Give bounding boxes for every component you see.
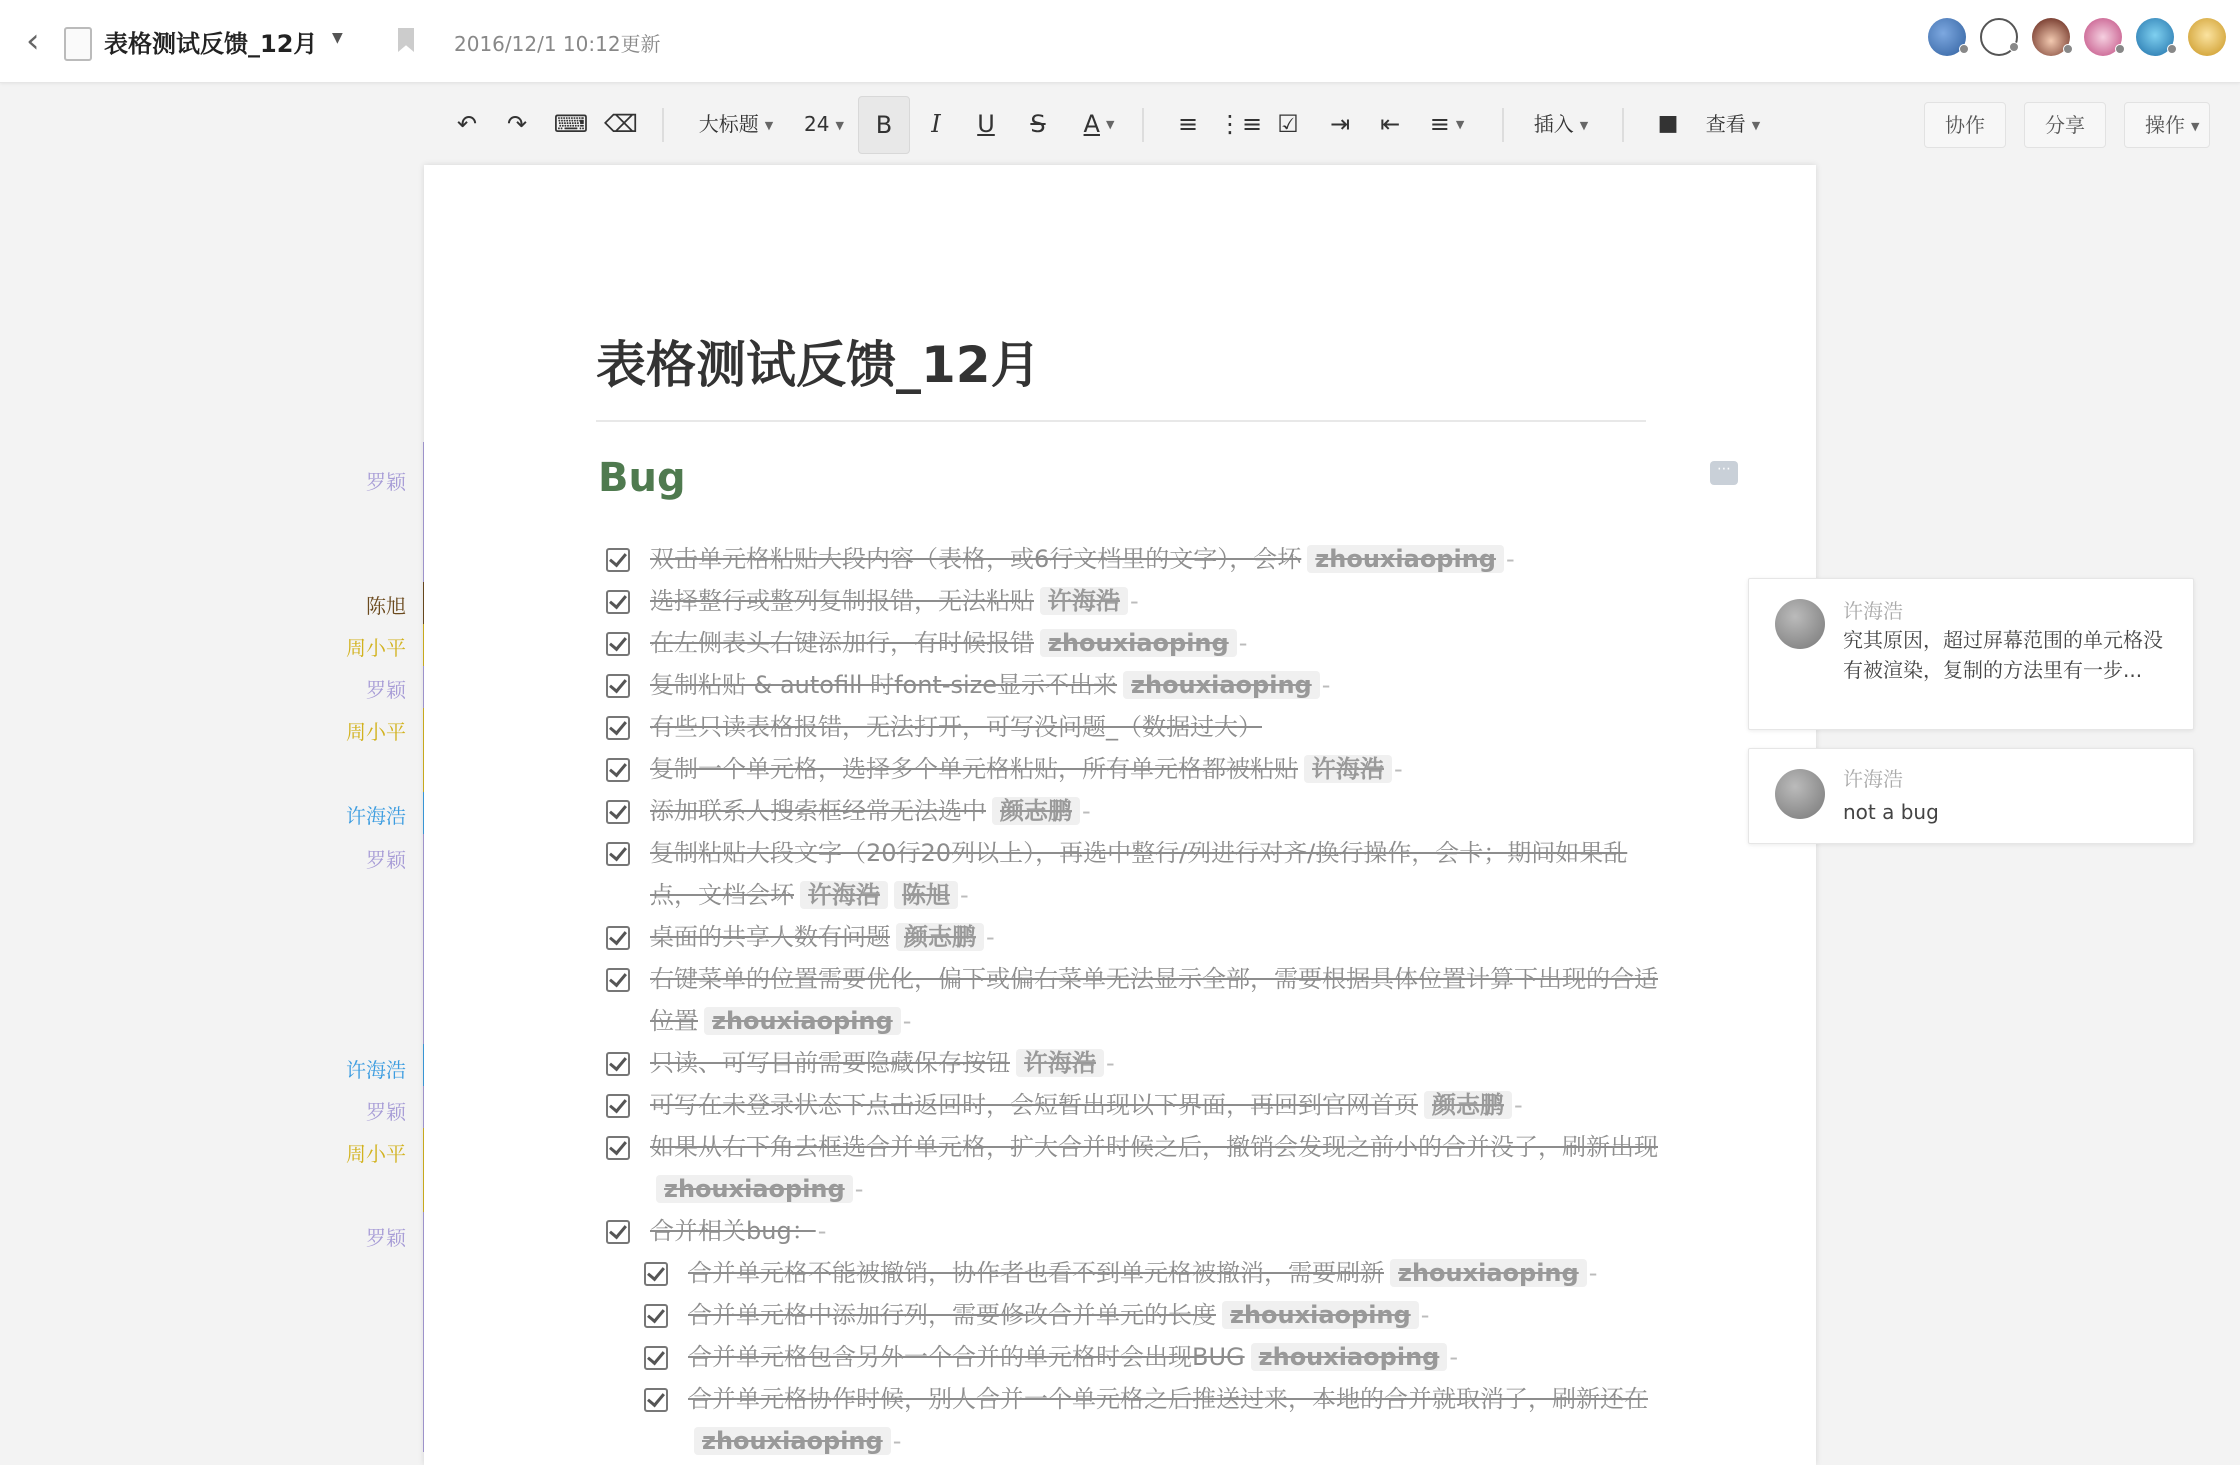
mention-tag[interactable]: zhouxiaoping xyxy=(1123,671,1320,699)
title-dropdown-icon[interactable]: ▼ xyxy=(332,30,343,46)
ordered-list-icon[interactable]: ≡ xyxy=(1177,110,1199,138)
subtask-item[interactable] xyxy=(636,1336,1658,1378)
author-label: 陈旭 xyxy=(366,594,406,618)
author-label: 罗颖 xyxy=(366,470,406,494)
collaborate-button[interactable]: 协作 xyxy=(1924,102,2006,148)
task-text: 合并单元格协作时候，别人合并一个单元格之后推送过来，本地的合并就取消了，刷新还在 xyxy=(688,1385,1648,1413)
trailing-dash: - xyxy=(817,1217,827,1245)
mention-tag[interactable]: 许海浩 xyxy=(800,881,888,909)
operate-menu[interactable] xyxy=(2124,102,2210,148)
comment-text: 究其原因，超过屏幕范围的单元格没有被渲染，复制的方法里有一步... xyxy=(1843,628,2163,682)
bullet-list-icon[interactable]: ⋮≡ xyxy=(1218,110,1263,138)
chevron-down-icon: ▼ xyxy=(1105,118,1115,131)
mention-tag[interactable]: 颜志鹏 xyxy=(1424,1091,1512,1119)
trailing-dash: - xyxy=(854,1175,864,1203)
subtask-item[interactable] xyxy=(636,1252,1658,1294)
insert-menu[interactable] xyxy=(1526,96,1596,152)
checkbox-checked-icon[interactable] xyxy=(606,1094,630,1118)
mention-tag[interactable]: 许海浩 xyxy=(1040,587,1128,615)
trailing-dash: - xyxy=(1130,587,1139,615)
editor-toolbar xyxy=(0,96,2240,156)
avatar[interactable] xyxy=(2084,18,2122,56)
trailing-dash: - xyxy=(892,1427,902,1455)
trailing-dash: - xyxy=(1106,1049,1115,1077)
task-item[interactable] xyxy=(598,1042,1658,1084)
bookmark-icon[interactable] xyxy=(398,28,414,52)
view-menu[interactable] xyxy=(1698,96,1768,152)
chevron-down-icon: ▼ xyxy=(764,118,774,132)
author-label: 罗颖 xyxy=(366,678,406,702)
checkbox-checked-icon[interactable] xyxy=(606,590,630,614)
avatar xyxy=(1775,599,1825,649)
font-color-label: A xyxy=(1083,110,1100,138)
mention-tag[interactable]: zhouxiaoping xyxy=(704,1007,901,1035)
checkbox-checked-icon[interactable] xyxy=(606,674,630,698)
back-arrow-icon[interactable]: ‹ xyxy=(26,21,40,61)
undo-icon[interactable]: ↶ xyxy=(456,110,478,138)
section-heading[interactable]: Bug xyxy=(598,455,686,501)
trailing-dash: - xyxy=(1588,1259,1598,1287)
italic-button[interactable] xyxy=(916,96,956,152)
chevron-down-icon: ▼ xyxy=(1751,118,1761,132)
checkbox-checked-icon[interactable] xyxy=(606,716,630,740)
mention-tag[interactable]: zhouxiaoping xyxy=(656,1175,853,1203)
view-label: 查看 xyxy=(1705,112,1746,136)
task-item[interactable] xyxy=(598,1126,1658,1210)
checkbox-checked-icon[interactable] xyxy=(644,1262,668,1286)
task-text: 可写在未登录状态下点击返回时，会短暂出现以下界面，再回到官网首页 xyxy=(650,1091,1418,1119)
comment-author: 许海浩 xyxy=(1843,599,1903,623)
checkbox-checked-icon[interactable] xyxy=(606,758,630,782)
mention-tag[interactable]: zhouxiaoping xyxy=(1251,1343,1448,1371)
task-text: 双击单元格粘贴大段内容（表格，或6行文档里的文字），会坏 xyxy=(650,545,1302,573)
toolbar-divider xyxy=(662,108,664,142)
author-label: 周小平 xyxy=(346,720,406,744)
redo-icon[interactable]: ↷ xyxy=(506,110,528,138)
task-text: 桌面的共享人数有问题 xyxy=(650,923,890,951)
task-item[interactable] xyxy=(598,1084,1658,1126)
task-item[interactable] xyxy=(598,664,1658,706)
toolbar-divider xyxy=(1502,108,1504,142)
subtask-item[interactable] xyxy=(636,1378,1658,1462)
comment-marker-icon[interactable]: ⋯ xyxy=(1710,461,1738,485)
chevron-down-icon: ▼ xyxy=(1455,118,1465,131)
font-size-select[interactable] xyxy=(796,96,852,152)
task-item[interactable] xyxy=(598,706,1658,748)
task-item[interactable] xyxy=(598,790,1658,832)
mention-tag[interactable]: zhouxiaoping xyxy=(1390,1259,1587,1287)
checkbox-checked-icon[interactable] xyxy=(606,800,630,824)
task-text: 复制粘贴 & autofill 时font-size显示不出来 xyxy=(650,671,1118,699)
clear-format-icon[interactable]: ⌫ xyxy=(604,110,638,138)
checkbox-checked-icon[interactable] xyxy=(644,1346,668,1370)
trailing-dash: - xyxy=(1394,755,1403,783)
task-item[interactable] xyxy=(598,1210,1658,1252)
document-file-icon xyxy=(64,27,92,61)
checkbox-checked-icon[interactable] xyxy=(606,842,630,866)
comment-icon[interactable]: ■ xyxy=(1657,111,1679,136)
trailing-dash: - xyxy=(902,1007,912,1035)
checkbox-checked-icon[interactable] xyxy=(606,968,630,992)
share-button[interactable]: 分享 xyxy=(2024,102,2106,148)
trailing-dash: - xyxy=(986,923,995,951)
task-item[interactable] xyxy=(598,832,1658,916)
comment-author: 许海浩 xyxy=(1843,767,1903,791)
align-select[interactable]: ≡ ▼ xyxy=(1429,110,1465,138)
trailing-dash: - xyxy=(1505,545,1515,573)
trailing-dash: - xyxy=(1082,797,1091,825)
task-text: 合并单元格不能被撤销，协作者也看不到单元格被撤消，需要刷新 xyxy=(688,1259,1384,1287)
chevron-down-icon: ▼ xyxy=(2191,119,2200,133)
subtask-item[interactable] xyxy=(636,1294,1658,1336)
checkbox-checked-icon[interactable] xyxy=(606,1136,630,1160)
checkbox-checked-icon[interactable] xyxy=(606,1052,630,1076)
comment-card[interactable] xyxy=(1748,748,2194,844)
trailing-dash: - xyxy=(960,881,969,909)
checklist-icon[interactable]: ☑ xyxy=(1277,110,1299,138)
comment-text: not a bug xyxy=(1843,800,1939,824)
checkbox-checked-icon[interactable] xyxy=(606,632,630,656)
trailing-dash: - xyxy=(1514,1091,1523,1119)
author-label: 周小平 xyxy=(346,636,406,660)
toolbar-divider xyxy=(1142,108,1144,142)
task-text: 有些只读表格报错，无法打开，可写没问题_（数据过大） xyxy=(650,713,1262,741)
italic-label: I xyxy=(931,110,941,138)
author-label: 许海浩 xyxy=(346,804,406,828)
chevron-down-icon: ▼ xyxy=(1579,118,1589,132)
checkbox-checked-icon[interactable] xyxy=(606,1220,630,1244)
checkbox-checked-icon[interactable] xyxy=(644,1304,668,1328)
bold-label: B xyxy=(875,111,893,139)
mention-tag[interactable]: 颜志鹏 xyxy=(896,923,984,951)
task-text: 合并单元格包含另外一个合并的单元格时会出现BUG xyxy=(688,1343,1245,1371)
trailing-dash: - xyxy=(1449,1343,1459,1371)
strike-label: S xyxy=(1030,110,1046,138)
task-text: 在左侧表头右键添加行，有时候报错 xyxy=(650,629,1034,657)
mention-tag[interactable]: zhouxiaoping xyxy=(694,1427,891,1455)
author-label: 罗颖 xyxy=(366,1100,406,1124)
mention-tag[interactable]: zhouxiaoping xyxy=(1222,1301,1419,1329)
author-label: 许海浩 xyxy=(346,1058,406,1082)
outdent-icon[interactable]: ⇤ xyxy=(1379,110,1401,138)
task-list xyxy=(598,538,1658,1462)
author-label: 周小平 xyxy=(346,1142,406,1166)
task-text: 合并单元格中添加行列，需要修改合并单元的长度 xyxy=(688,1301,1216,1329)
bold-button[interactable] xyxy=(858,96,910,154)
task-text: 选择整行或整列复制报错，无法粘贴 xyxy=(650,587,1034,615)
trailing-dash: - xyxy=(1420,1301,1430,1329)
strikethrough-button[interactable] xyxy=(1018,96,1058,152)
mention-tag[interactable]: 陈旭 xyxy=(894,881,958,909)
task-text: 复制粘贴大段文字（20行20列以上），再选中整行/列进行对齐/换行操作，会卡；期间如果乱点，文档会坏 xyxy=(650,839,1628,909)
checkbox-checked-icon[interactable] xyxy=(606,548,630,572)
avatar[interactable] xyxy=(1980,18,2018,56)
top-bar xyxy=(0,0,2240,83)
checkbox-checked-icon[interactable] xyxy=(644,1388,668,1412)
task-text: 添加联系人搜索框经常无法选中 xyxy=(650,797,986,825)
collaborator-avatars xyxy=(1928,18,2226,56)
trailing-dash: - xyxy=(1321,671,1331,699)
author-label: 罗颖 xyxy=(366,848,406,872)
author-label: 罗颖 xyxy=(366,1226,406,1250)
avatar[interactable] xyxy=(2032,18,2070,56)
checkbox-checked-icon[interactable] xyxy=(606,926,630,950)
chevron-down-icon: ▼ xyxy=(835,118,844,132)
task-item[interactable] xyxy=(598,622,1658,664)
task-text: 只读、可写目前需要隐藏保存按钮 xyxy=(650,1049,1010,1077)
heading-select-label: 大标题 xyxy=(698,112,759,136)
format-painter-icon[interactable]: ⌨ xyxy=(553,110,589,138)
underline-button[interactable] xyxy=(966,96,1006,152)
insert-label: 插入 xyxy=(1533,112,1574,136)
task-item[interactable] xyxy=(598,538,1658,580)
title-divider xyxy=(596,420,1646,422)
underline-label: U xyxy=(977,110,995,138)
task-item[interactable] xyxy=(598,916,1658,958)
trailing-dash: - xyxy=(1238,629,1248,657)
avatar[interactable] xyxy=(1928,18,1966,56)
avatar[interactable] xyxy=(2188,18,2226,56)
task-text: 如果从右下角去框选合并单元格，扩大合并时候之后，撤销会发现之前小的合并没了，刷新出现 xyxy=(650,1133,1658,1161)
task-text: 合并相关bug： xyxy=(650,1217,816,1245)
font-color-button[interactable] xyxy=(1074,96,1124,152)
avatar xyxy=(1775,769,1825,819)
mention-tag[interactable]: 颜志鹏 xyxy=(992,797,1080,825)
indent-icon[interactable]: ⇥ xyxy=(1329,110,1351,138)
task-item[interactable] xyxy=(598,580,1658,622)
page-title[interactable]: 表格测试反馈_12月 xyxy=(596,336,1041,394)
mention-tag[interactable]: zhouxiaoping xyxy=(1307,545,1504,573)
doc-title[interactable]: 表格测试反馈_12月 xyxy=(104,30,318,58)
task-item[interactable] xyxy=(598,748,1658,790)
task-text: 右键菜单的位置需要优化，偏下或偏右菜单无法显示全部，需要根据具体位置计算下出现的合适位置 xyxy=(650,965,1658,1035)
task-text: 复制一个单元格，选择多个单元格粘贴，所有单元格都被粘贴 xyxy=(650,755,1298,783)
operate-label: 操作 xyxy=(2145,113,2185,137)
font-size-label: 24 xyxy=(804,112,830,136)
toolbar-divider xyxy=(1622,108,1624,142)
mention-tag[interactable]: 许海浩 xyxy=(1016,1049,1104,1077)
task-item[interactable] xyxy=(598,958,1658,1042)
mention-tag[interactable]: zhouxiaoping xyxy=(1040,629,1237,657)
mention-tag[interactable]: 许海浩 xyxy=(1304,755,1392,783)
last-updated: 2016/12/1 10:12更新 xyxy=(454,32,661,56)
avatar[interactable] xyxy=(2136,18,2174,56)
heading-select[interactable] xyxy=(688,96,784,152)
comment-card[interactable] xyxy=(1748,578,2194,730)
